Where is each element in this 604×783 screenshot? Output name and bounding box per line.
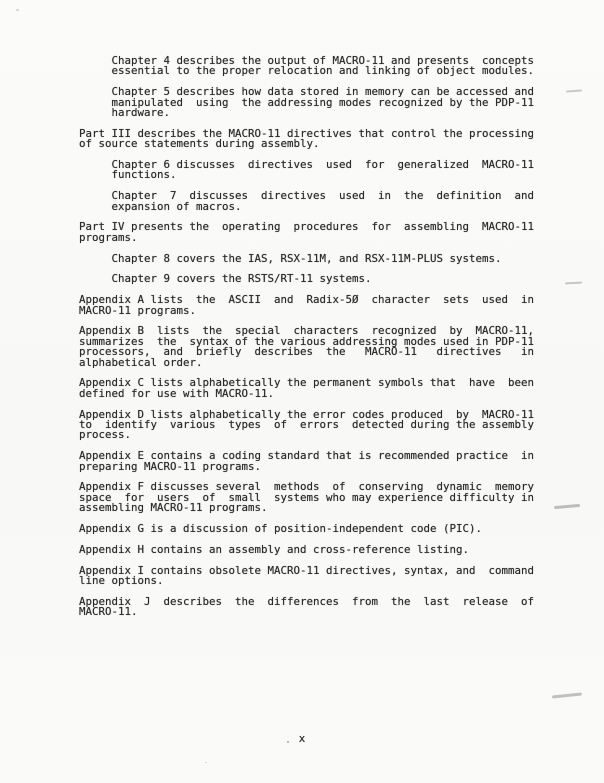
- text-line: essential to the proper relocation and linking of object modules.: [111, 64, 535, 78]
- text-line: Chapter 9 covers the RSTS/RT-11 systems.: [111, 272, 372, 286]
- text-line: expansion of macros.: [111, 199, 242, 213]
- text-line: Part IV presents the operating procedures for assembling MACRO-11: [79, 220, 535, 234]
- text-line: Appendix C lists alphabetically the permanent symbols that have been: [79, 376, 535, 390]
- text-line: Part III describes the MACRO-11 directives that control the processing: [79, 126, 535, 140]
- paragraph-part-iii: [79, 126, 535, 151]
- scan-artifact: [287, 741, 289, 743]
- paragraph-appendix-b: [79, 326, 534, 368]
- paragraph-appendix-j: [79, 594, 535, 619]
- text-line: preparing MACRO-11 programs.: [79, 459, 262, 473]
- paragraph-chapter-5: [112, 87, 535, 118]
- scan-artifact: [565, 282, 582, 285]
- paragraph-chapter-6: [112, 160, 535, 181]
- text-line: manipulated using the addressing modes recognized by the PDP-11: [111, 95, 535, 109]
- text-line: line options.: [79, 574, 164, 588]
- paragraph-appendix-g: [79, 524, 534, 534]
- paragraph-appendix-a: [79, 295, 534, 316]
- paragraph-appendix-c: [79, 378, 534, 399]
- text-line: summarizes the syntax of the various addressing modes used in PDP-11: [79, 334, 535, 348]
- text-line: Appendix D lists alphabetically the error codes produced by MACRO-11: [79, 407, 535, 421]
- paragraph-chapter-4: [112, 56, 535, 77]
- text-line: hardware.: [111, 106, 171, 120]
- text-line: functions.: [111, 168, 177, 182]
- scan-artifact: [205, 762, 207, 763]
- text-line: MACRO-11.: [79, 605, 138, 619]
- paragraph-chapter-7: [112, 191, 535, 212]
- text-line: processors, and briefly describes the MACRO-11 directives in: [79, 345, 535, 359]
- text-line: Appendix H contains an assembly and cross-reference listing.: [79, 542, 470, 556]
- text-line: Appendix B lists the special characters recognized by MACRO-11,: [79, 324, 535, 338]
- text-line: programs.: [79, 230, 138, 244]
- text-line: Chapter 7 discusses directives used in the definition and: [111, 189, 535, 203]
- paragraph-appendix-h: [79, 542, 534, 556]
- paragraph-part-iv: [79, 222, 534, 243]
- document-text: [79, 56, 534, 628]
- text-line: Appendix E contains a coding standard that is recommended practice in: [79, 449, 535, 463]
- paragraph-appendix-f: [79, 482, 534, 513]
- text-line: Chapter 8 covers the IAS, RSX-11M, and RSX-11M-PLUS systems.: [111, 251, 502, 265]
- scan-artifact: [566, 89, 582, 92]
- text-line: space for users of small systems who may experience difficulty in: [79, 490, 535, 504]
- text-line: process.: [79, 428, 132, 442]
- paragraph-appendix-e: [79, 451, 534, 472]
- text-line: assembling MACRO-11 programs.: [79, 501, 268, 515]
- text-line: of source statements during assembly.: [79, 137, 320, 151]
- text-line: Appendix J describes the differences from the last release of: [79, 594, 535, 608]
- scan-artifact: [16, 9, 19, 11]
- text-line: alphabetical order.: [79, 355, 203, 369]
- paragraph-appendix-d: [79, 407, 535, 442]
- text-line: Appendix G is a discussion of position-independent code (PIC).: [79, 522, 483, 536]
- paragraph-chapter-8: [111, 251, 535, 265]
- text-line: Chapter 4 describes the output of MACRO-11 and presents concepts: [111, 54, 535, 67]
- text-line: MACRO-11 programs.: [79, 303, 197, 317]
- paragraph-appendix-i: [79, 563, 535, 588]
- scan-artifact: [554, 504, 580, 509]
- scan-artifact: [552, 692, 582, 698]
- page-number: x: [298, 732, 306, 745]
- paragraph-chapter-9: [112, 274, 535, 284]
- text-line: Appendix A lists the ASCII and Radix-5Ø character sets used in: [79, 293, 535, 307]
- text-line: Appendix F discusses several methods of conserving dynamic memory: [79, 480, 535, 494]
- text-line: Chapter 6 discusses directives used for generalized MACRO-11: [111, 158, 535, 172]
- text-line: Chapter 5 describes how data stored in memory can be accessed and: [111, 85, 535, 99]
- text-line: defined for use with MACRO-11.: [79, 386, 275, 400]
- text-line: Appendix I contains obsolete MACRO-11 directives, syntax, and command: [79, 563, 535, 577]
- text-line: to identify various types of errors detected during the assembly: [79, 418, 535, 432]
